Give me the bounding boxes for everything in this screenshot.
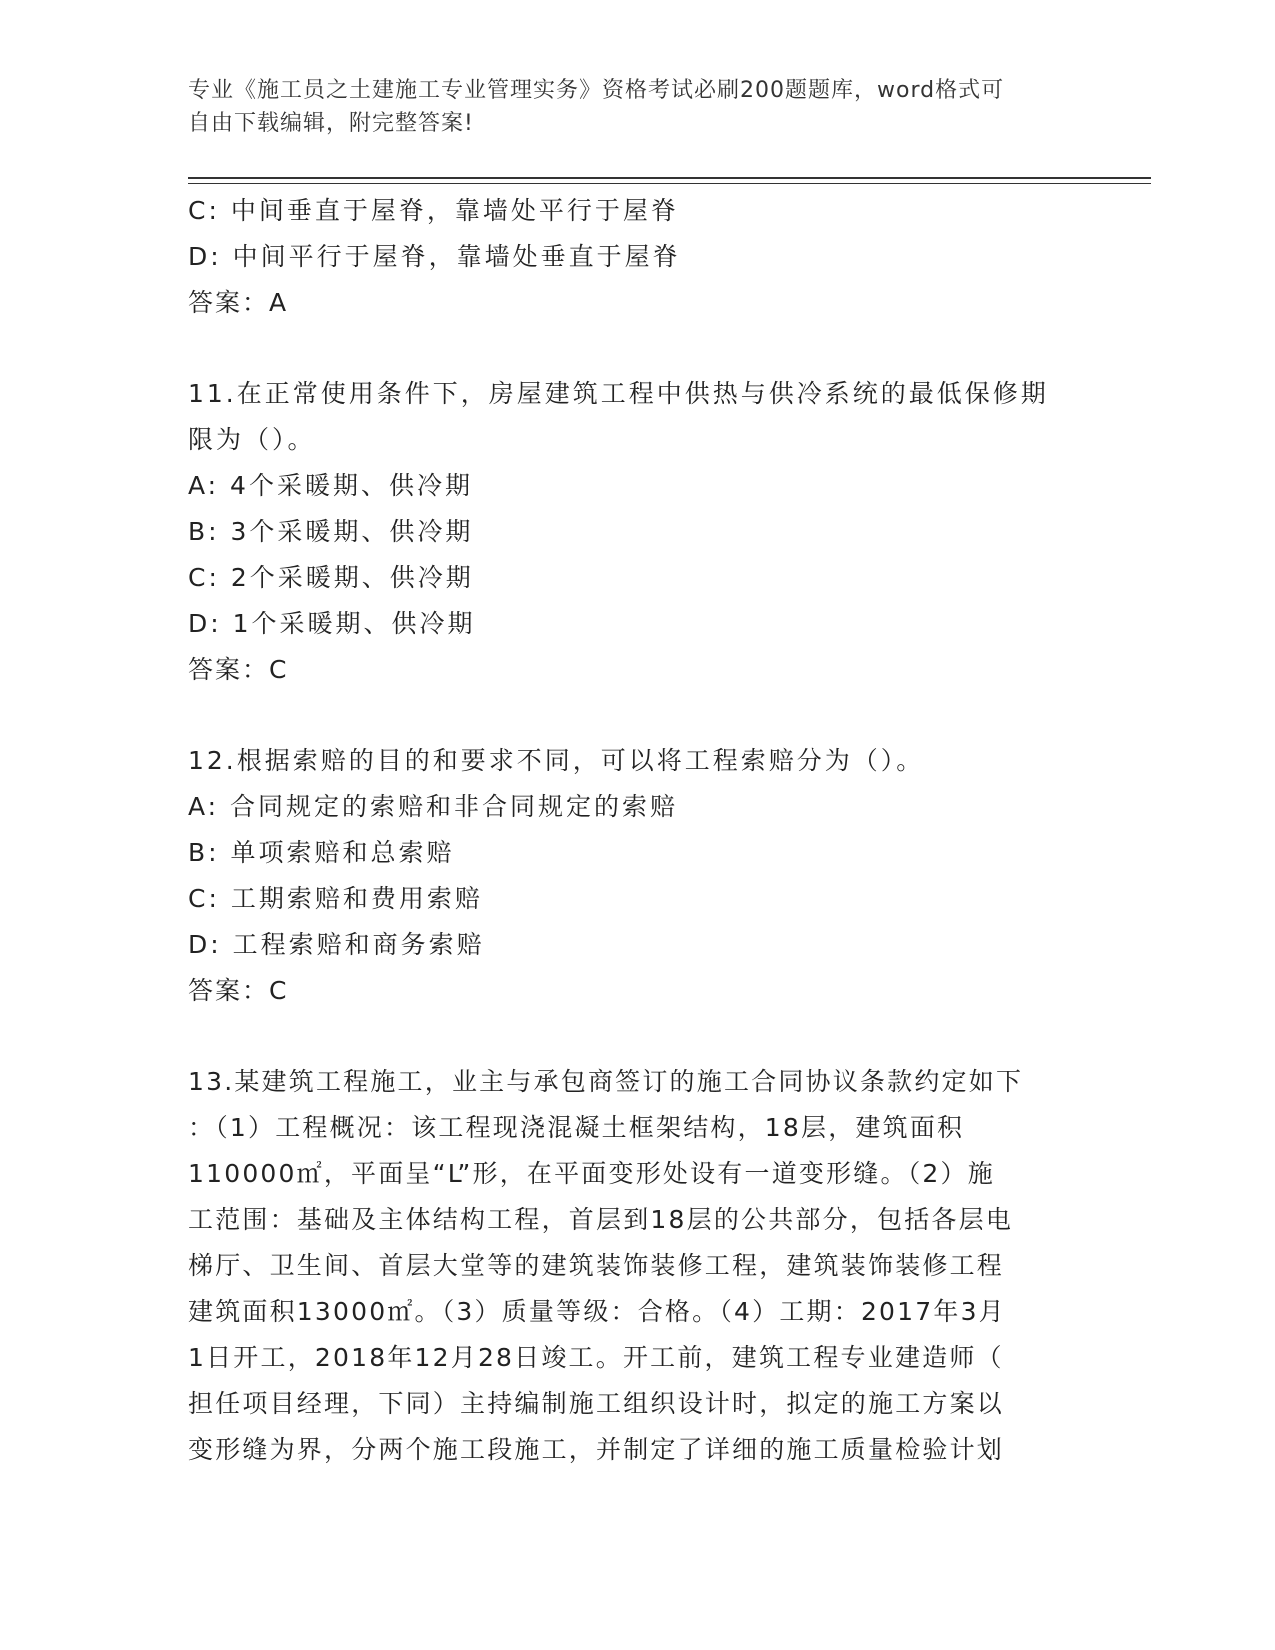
option-b: B: 3个采暖期、供冷期 — [188, 517, 474, 546]
question-12 — [188, 738, 1088, 1014]
option-b: B: 单项索赔和总索赔 — [188, 838, 455, 867]
question-13 — [188, 1059, 1088, 1473]
option-c: C: 中间垂直于屋脊，靠墙处平行于屋脊 — [188, 196, 679, 225]
option-d: D: 中间平行于屋脊，靠墙处垂直于屋脊 — [188, 242, 681, 271]
paragraph-line: 担任项目经理，下同）主持编制施工组织设计时，拟定的施工方案以 — [188, 1389, 1005, 1418]
option-d: D: 1个采暖期、供冷期 — [188, 609, 476, 638]
header-divider-thick — [188, 177, 1151, 179]
page-header — [188, 74, 1088, 140]
paragraph-line: 13.某建筑工程施工，业主与承包商签订的施工合同协议条款约定如下 — [188, 1067, 1024, 1096]
option-d: D: 工程索赔和商务索赔 — [188, 930, 485, 959]
question-content — [188, 188, 1088, 1473]
option-a: A: 合同规定的索赔和非合同规定的索赔 — [188, 792, 679, 821]
paragraph-line: 工范围：基础及主体结构工程，首层到18层的公共部分，包括各层电 — [188, 1205, 1014, 1234]
header-line-2: 自由下载编辑，附完整答案! — [188, 111, 474, 136]
paragraph-line: 变形缝为界，分两个施工段施工，并制定了详细的施工质量检验计划 — [188, 1435, 1005, 1464]
paragraph-line: 1日开工，2018年12月28日竣工。开工前，建筑工程专业建造师（ — [188, 1343, 1004, 1372]
option-a: A: 4个采暖期、供冷期 — [188, 471, 473, 500]
question-11 — [188, 371, 1088, 693]
spacer — [188, 693, 1088, 738]
spacer — [188, 1014, 1088, 1059]
paragraph-line: ：（1）工程概况：该工程现浇混凝土框架结构，18层，建筑面积 — [188, 1113, 965, 1142]
question-10 — [188, 188, 1088, 326]
paragraph-line: 建筑面积13000㎡。（3）质量等级：合格。（4）工期：2017年3月 — [188, 1297, 1006, 1326]
paragraph-line: 110000㎡，平面呈“L”形，在平面变形处设有一道变形缝。（2）施 — [188, 1159, 995, 1188]
option-c: C: 工期索赔和费用索赔 — [188, 884, 483, 913]
question-stem-line-1: 11.在正常使用条件下，房屋建筑工程中供热与供冷系统的最低保修期 — [188, 379, 1049, 408]
header-divider-thin — [188, 183, 1151, 184]
answer: 答案：A — [188, 288, 289, 317]
spacer — [188, 326, 1088, 371]
question-stem-line-2: 限为（）。 — [188, 425, 316, 454]
question-stem: 12.根据索赔的目的和要求不同，可以将工程索赔分为（）。 — [188, 746, 925, 775]
header-line-1: 专业《施工员之土建施工专业管理实务》资格考试必刷200题题库，word格式可 — [188, 78, 1005, 103]
answer: 答案：C — [188, 976, 289, 1005]
paragraph-line: 梯厅、卫生间、首层大堂等的建筑装饰装修工程，建筑装饰装修工程 — [188, 1251, 1005, 1280]
option-c: C: 2个采暖期、供冷期 — [188, 563, 474, 592]
answer: 答案：C — [188, 655, 289, 684]
